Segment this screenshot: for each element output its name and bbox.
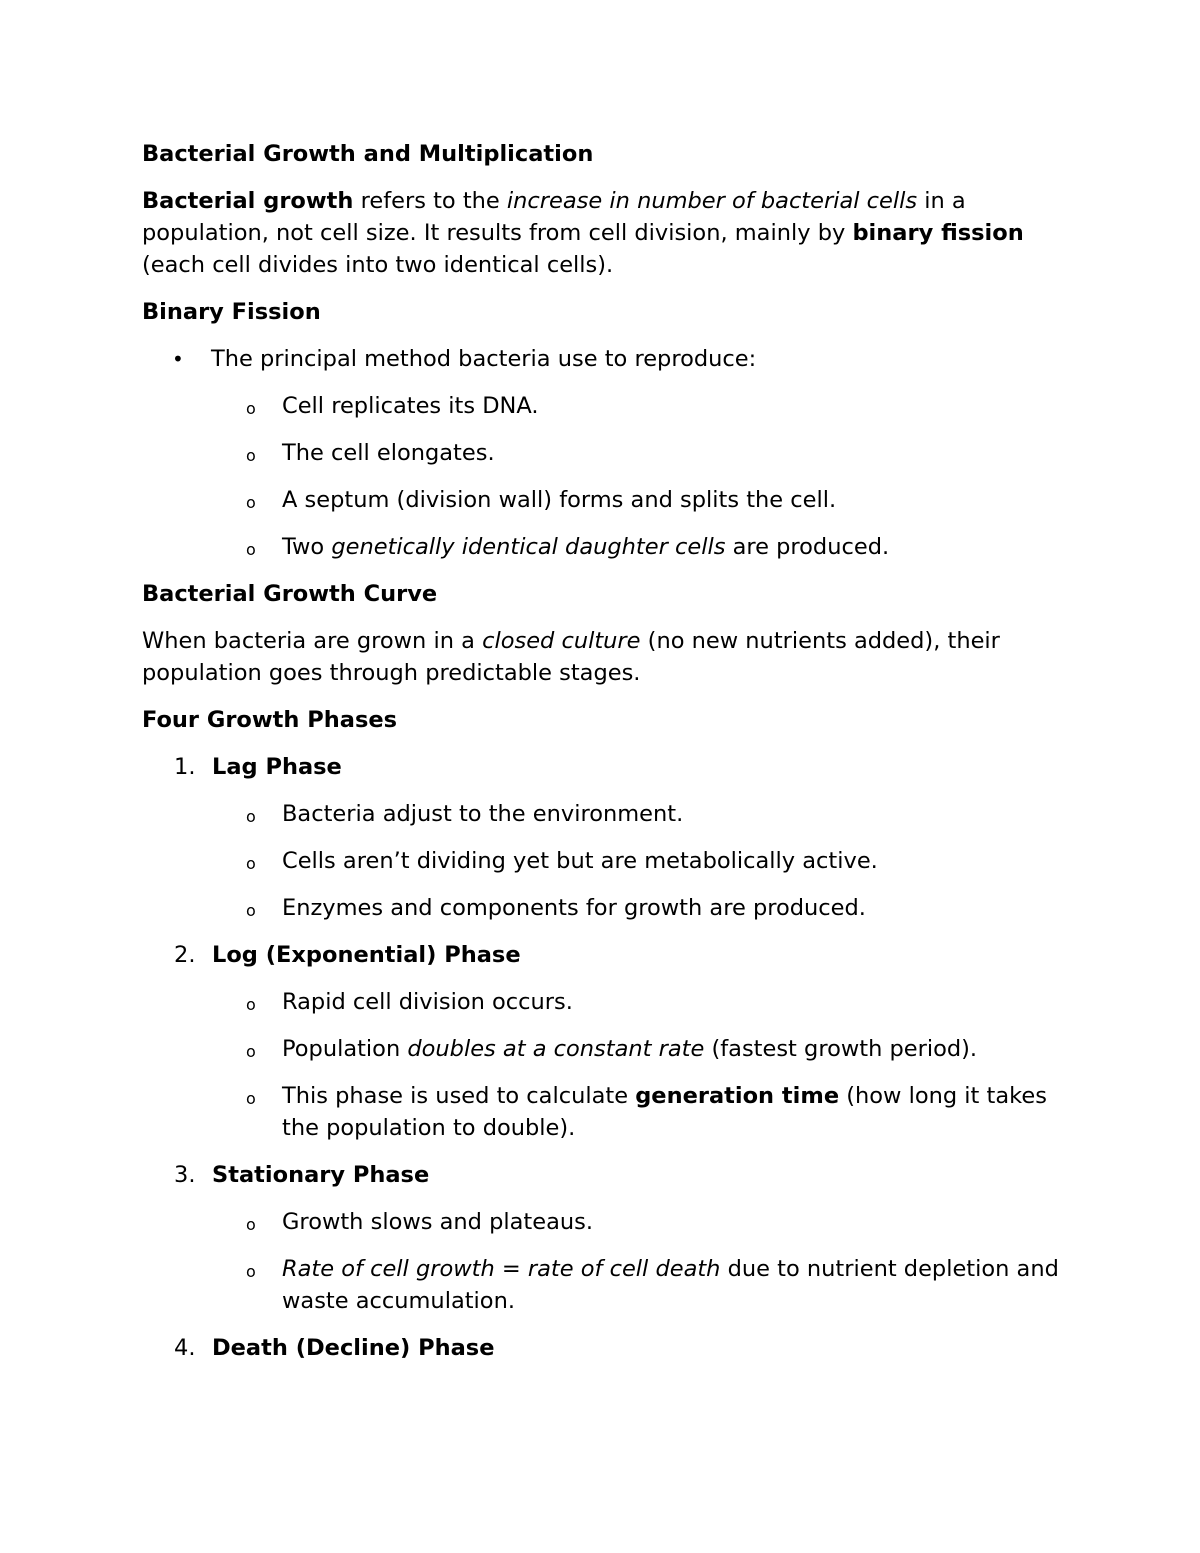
sub-bullet-icon: o: [246, 493, 256, 512]
sub-item: o Rapid cell division occurs.: [142, 986, 1062, 1018]
sub-item: o This phase is used to calculate generation time (how long it takes the population to double).: [246, 1083, 1047, 1141]
sub-bullet-icon: o: [246, 1042, 256, 1061]
sub-bullet-icon: o: [246, 1089, 256, 1108]
list-number: 2.: [174, 942, 196, 968]
growth-curve-paragraph: When bacteria are grown in a closed culture (no new nutrients added), their population goes through predictable stages.: [142, 628, 1000, 686]
list-number: 3.: [174, 1162, 196, 1188]
document-body: [142, 138, 1062, 1379]
phase-title: Log (Exponential) Phase: [212, 942, 521, 968]
sub-bullet-icon: o: [246, 446, 256, 465]
heading-growth-phases: Four Growth Phases: [142, 707, 398, 733]
list-number: 1.: [174, 754, 196, 780]
sub-item: o A septum (division wall) forms and splits the cell.: [142, 484, 1062, 516]
sub-item: o Enzymes and components for growth are produced.: [142, 892, 1062, 924]
phase-title: Death (Decline) Phase: [212, 1335, 495, 1361]
intro-bold-term: binary fission: [852, 220, 1024, 246]
phase-log: [142, 939, 1062, 971]
heading-binary-fission: Binary Fission: [142, 299, 321, 325]
phase-lag: [142, 751, 1062, 783]
sub-bullet-icon: o: [246, 1262, 256, 1281]
phase-death: [142, 1332, 1062, 1364]
sub-bullet-icon: o: [246, 854, 256, 873]
bullet-item: • The principal method bacteria use to reproduce:: [142, 343, 1062, 375]
bullet-dot-icon: •: [172, 347, 184, 371]
sub-bullet-icon: o: [246, 540, 256, 559]
intro-paragraph: Bacterial growth refers to the increase in number of bacterial cells in a population, not cell size. It results from cell division, mainly by binary fission (each cell divides into two identical cells).: [142, 188, 1024, 278]
sub-item: o The cell elongates.: [142, 437, 1062, 469]
document-title: Bacterial Growth and Multiplication: [142, 141, 594, 167]
sub-bullet-icon: o: [246, 901, 256, 920]
sub-item: o Growth slows and plateaus.: [142, 1206, 1062, 1238]
sub-bullet-icon: o: [246, 399, 256, 418]
list-number: 4.: [174, 1335, 196, 1361]
sub-item: o Rate of cell growth = rate of cell death due to nutrient depletion and waste accumulation.: [246, 1256, 1059, 1314]
phase-title: Stationary Phase: [212, 1162, 430, 1188]
sub-bullet-icon: o: [246, 807, 256, 826]
sub-item: o Population doubles at a constant rate (fastest growth period).: [142, 1033, 1062, 1065]
heading-growth-curve: Bacterial Growth Curve: [142, 581, 438, 607]
sub-item: o Bacteria adjust to the environment.: [142, 798, 1062, 830]
phase-title: Lag Phase: [212, 754, 342, 780]
sub-bullet-icon: o: [246, 1215, 256, 1234]
sub-bullet-icon: o: [246, 995, 256, 1014]
intro-emphasis: increase in number of bacterial cells: [506, 188, 918, 214]
sub-item: o Cell replicates its DNA.: [142, 390, 1062, 422]
sub-item: o Two genetically identical daughter cells are produced.: [142, 531, 1062, 563]
phase-stationary: [142, 1159, 1062, 1191]
sub-item: o Cells aren’t dividing yet but are metabolically active.: [142, 845, 1062, 877]
intro-term: Bacterial growth: [142, 188, 354, 214]
